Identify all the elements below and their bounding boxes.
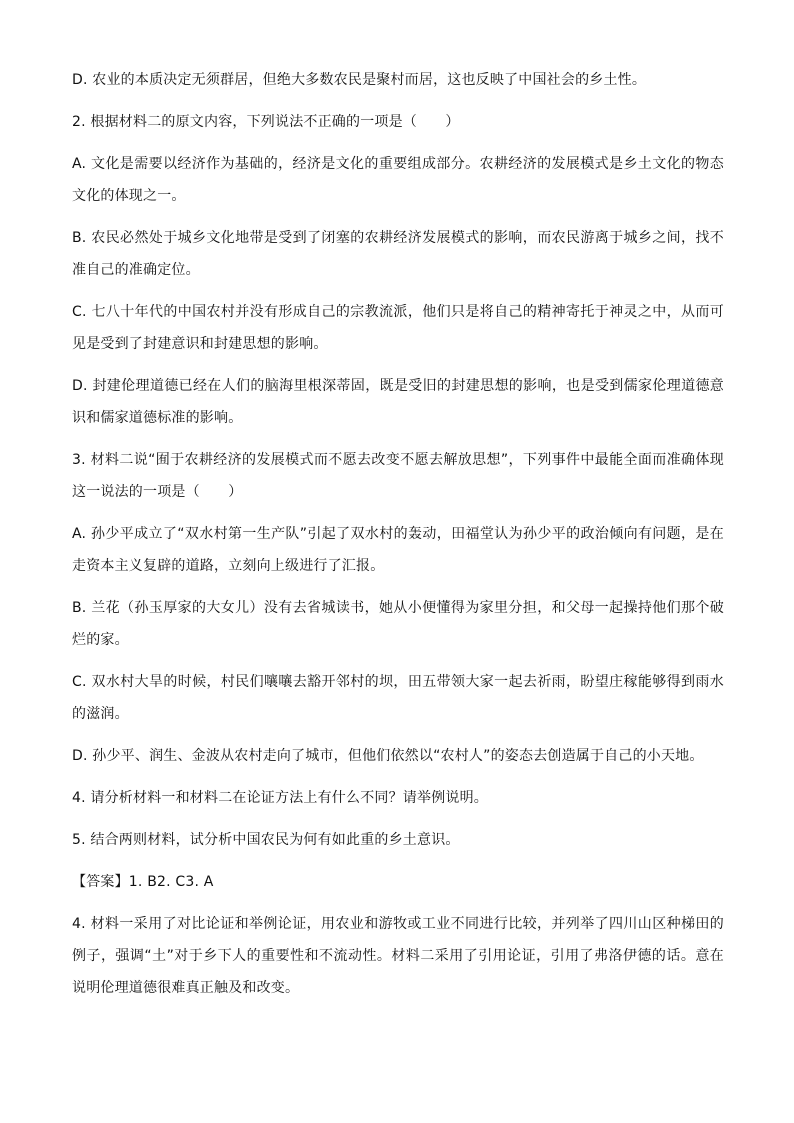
option-2d: D. 封建伦理道德已经在人们的脑海里根深蒂固，既是受旧的封建思想的影响，也是受到儒家伦理道德意识和儒家道德标准的影响。 <box>72 378 724 426</box>
option-3c: C. 双水村大旱的时候，村民们嚷嚷去豁开邻村的坝，田五带领大家一起去祈雨，盼望庄稼能够得到雨水的滋润。 <box>72 674 724 722</box>
option-2a: A. 文化是需要以经济作为基础的，经济是文化的重要组成部分。农耕经济的发展模式是乡土文化的物态文化的体现之一。 <box>72 156 724 204</box>
question-5: 5. 结合两则材料，试分析中国农民为何有如此重的乡土意识。 <box>72 832 460 848</box>
question-2: 2. 根据材料二的原文内容，下列说法不正确的一项是（ ） <box>72 114 460 130</box>
option-3b: B. 兰花（孙玉厚家的大女儿）没有去省城读书，她从小便懂得为家里分担，和父母一起操持他们那个破烂的家。 <box>72 600 724 648</box>
option-3d: D. 孙少平、润生、金波从农村走向了城市，但他们依然以“农村人”的姿态去创造属于自己的小天地。 <box>72 748 704 764</box>
option-1d: D. 农业的本质决定无须群居，但绝大多数农民是聚村而居，这也反映了中国社会的乡土性。 <box>72 72 647 88</box>
option-2c: C. 七八十年代的中国农村并没有形成自己的宗教流派，他们只是将自己的精神寄托于神灵之中，从而可见是受到了封建意识和封建思想的影响。 <box>72 304 724 352</box>
option-3a: A. 孙少平成立了“双水村第一生产队”引起了双水村的轰动，田福堂认为孙少平的政治倾向有问题，是在走资本主义复辟的道路，立刻向上级进行了汇报。 <box>72 526 724 574</box>
document-body <box>72 64 724 1014</box>
answer-key: 【答案】1. B2. C3. A <box>72 874 214 890</box>
option-2b: B. 农民必然处于城乡文化地带是受到了闭塞的农耕经济发展模式的影响，而农民游离于城乡之间，找不准自己的准确定位。 <box>72 230 724 278</box>
answer-4: 4. 材料一采用了对比论证和举例论证，用农业和游牧或工业不同进行比较，并列举了四川山区种梯田的例子，强调“土”对于乡下人的重要性和不流动性。材料二采用了引用论证，引用了弗洛伊德的话。意在说明伦理道德很难真正触及和改变。 <box>72 916 724 996</box>
question-3: 3. 材料二说“囿于农耕经济的发展模式而不愿去改变不愿去解放思想”，下列事件中最能全面而准确体现这一说法的一项是（ ） <box>72 452 724 500</box>
question-4: 4. 请分析材料一和材料二在论证方法上有什么不同？请举例说明。 <box>72 790 489 806</box>
